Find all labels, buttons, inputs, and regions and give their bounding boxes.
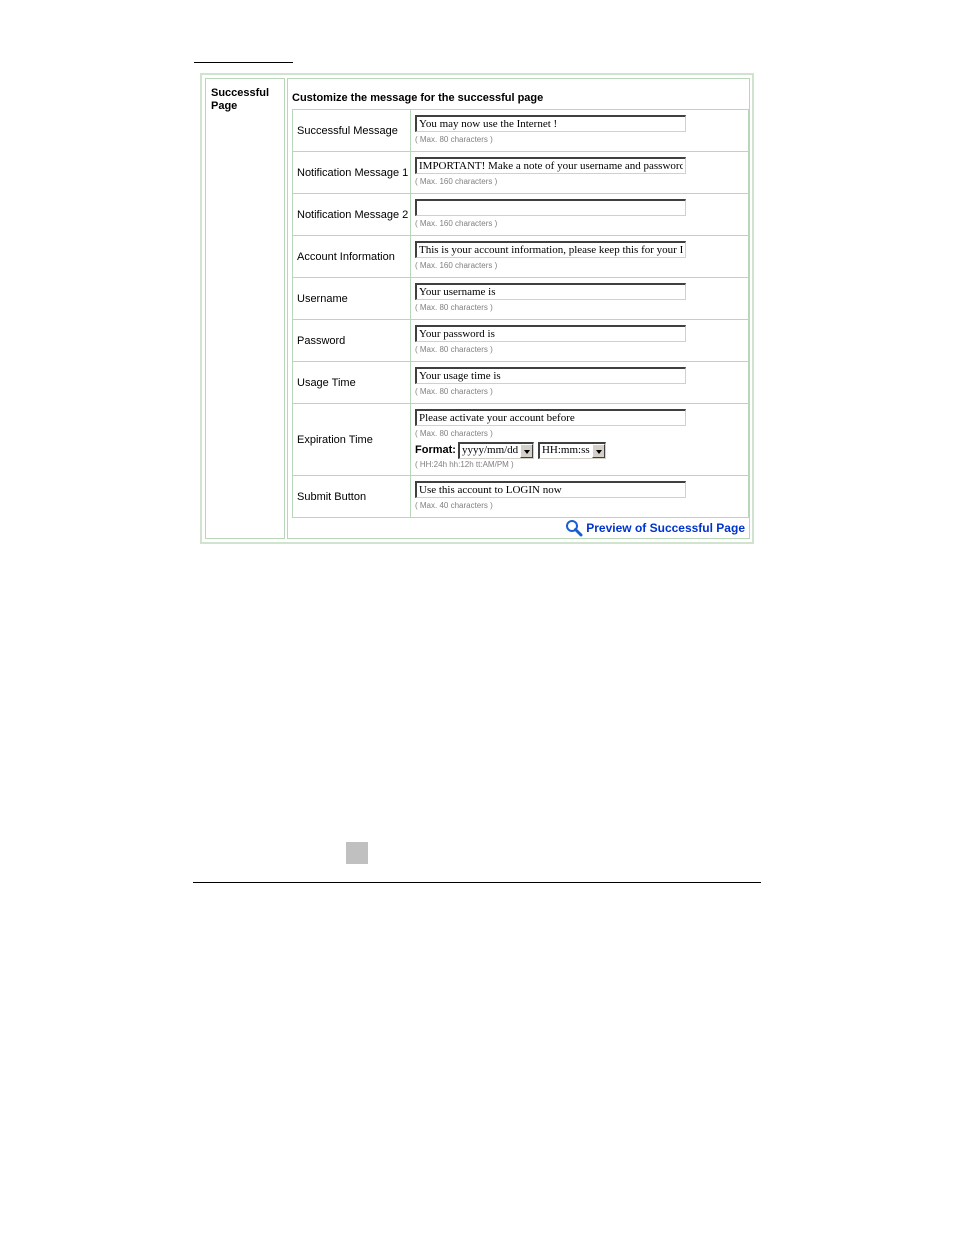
row-submit-button [293, 476, 748, 518]
username-field-cell [411, 278, 748, 319]
notification-message-2-label: Notification Message 2 [293, 194, 411, 235]
expiration-time-label: Expiration Time [293, 404, 411, 475]
notification-message-2-field-cell [411, 194, 748, 235]
usage-time-label: Usage Time [293, 362, 411, 403]
password-field-cell [411, 320, 748, 361]
account-information-input[interactable] [415, 241, 686, 258]
username-label: Username [293, 278, 411, 319]
username-input[interactable] [415, 283, 686, 300]
usage-time-field-cell [411, 362, 748, 403]
date-format-select[interactable] [458, 442, 534, 459]
notification-message-1-label: Notification Message 1 [293, 152, 411, 193]
account-information-label: Account Information [293, 236, 411, 277]
usage-time-input[interactable] [415, 367, 686, 384]
notification-message-2-hint: ( Max. 160 characters ) [415, 219, 498, 228]
row-usage-time [293, 362, 748, 404]
row-notification-message-1 [293, 152, 748, 194]
password-input[interactable] [415, 325, 686, 342]
row-account-information [293, 236, 748, 278]
account-information-field-cell [411, 236, 748, 277]
format-label: Format: [415, 444, 456, 456]
time-format-hint: ( HH:24h hh:12h tt:AM/PM ) [415, 460, 514, 469]
section-title: Successful Page [211, 87, 270, 112]
username-hint: ( Max. 80 characters ) [415, 303, 493, 312]
chevron-down-icon[interactable] [592, 444, 605, 458]
chevron-down-icon[interactable] [520, 444, 533, 458]
preview-link-label: Preview of Successful Page [586, 521, 745, 535]
row-successful-message [293, 110, 748, 152]
successful-page-panel [200, 73, 754, 544]
successful-message-hint: ( Max. 80 characters ) [415, 135, 493, 144]
row-username [293, 278, 748, 320]
expiration-time-field-cell [411, 404, 748, 475]
notification-message-1-hint: ( Max. 160 characters ) [415, 177, 498, 186]
successful-message-label: Successful Message [293, 110, 411, 151]
row-expiration-time [293, 404, 748, 476]
expiration-time-hint: ( Max. 80 characters ) [415, 429, 493, 438]
section-heading: Customize the message for the successful page [292, 92, 544, 104]
date-format-value: yyyy/mm/dd [461, 443, 519, 456]
magnifier-icon [565, 519, 583, 537]
bottom-rule [193, 882, 761, 883]
account-information-hint: ( Max. 160 characters ) [415, 261, 498, 270]
submit-button-hint: ( Max. 40 characters ) [415, 501, 493, 510]
time-format-select[interactable] [538, 442, 606, 459]
expiration-time-input[interactable] [415, 409, 686, 426]
submit-button-input[interactable] [415, 481, 686, 498]
preview-successful-page-link[interactable] [565, 519, 745, 537]
password-hint: ( Max. 80 characters ) [415, 345, 493, 354]
notification-message-1-field-cell [411, 152, 748, 193]
time-format-value: HH:mm:ss [541, 443, 590, 456]
section-label-cell [205, 78, 285, 539]
notification-message-1-input[interactable] [415, 157, 686, 174]
expiration-format-line [415, 441, 748, 459]
gray-marker [346, 842, 368, 864]
submit-button-label: Submit Button [293, 476, 411, 517]
submit-button-field-cell [411, 476, 748, 517]
row-password [293, 320, 748, 362]
usage-time-hint: ( Max. 80 characters ) [415, 387, 493, 396]
successful-message-input[interactable] [415, 115, 686, 132]
successful-message-field-cell [411, 110, 748, 151]
row-notification-message-2 [293, 194, 748, 236]
password-label: Password [293, 320, 411, 361]
message-settings-table [292, 109, 749, 518]
settings-cell [287, 78, 750, 539]
top-rule [194, 62, 293, 63]
notification-message-2-input[interactable] [415, 199, 686, 216]
